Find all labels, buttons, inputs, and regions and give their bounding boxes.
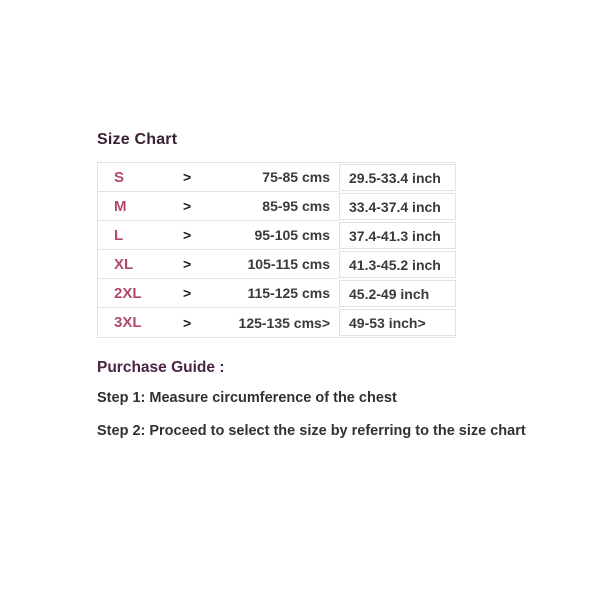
size-table-row-left [98, 163, 339, 192]
size-table-row [98, 221, 456, 250]
inch-value: 49-53 inch> [339, 309, 456, 336]
size-label: 3XL [114, 314, 142, 331]
size-table [97, 162, 456, 338]
cms-value: 95-105 cms [254, 227, 330, 243]
size-label: 2XL [114, 284, 142, 302]
inch-value: 45.2-49 inch [339, 280, 456, 307]
inch-value: 29.5-33.4 inch [339, 164, 456, 191]
cms-value: 125-135 cms> [238, 314, 330, 331]
size-table-row [98, 279, 456, 308]
size-table-row [98, 192, 456, 221]
size-table-row-left [98, 308, 339, 337]
size-label: XL [114, 255, 134, 273]
size-label: S [114, 168, 125, 186]
cms-value: 75-85 cms [262, 169, 330, 185]
size-table-row [98, 163, 456, 192]
size-table-row-left [98, 192, 339, 221]
chevron-right-icon: > [183, 169, 192, 185]
size-chart-title: Size Chart [97, 131, 178, 148]
chevron-right-icon: > [183, 285, 192, 301]
inch-value: 33.4-37.4 inch [339, 193, 456, 220]
chevron-right-icon: > [183, 314, 192, 331]
size-table-row [98, 308, 456, 337]
purchase-guide-title: Purchase Guide : [97, 359, 225, 376]
inch-value: 37.4-41.3 inch [339, 222, 456, 249]
size-table-row-left [98, 250, 339, 279]
cms-value: 85-95 cms [262, 198, 330, 214]
chevron-right-icon: > [183, 256, 192, 272]
size-table-row-left [98, 221, 339, 250]
chevron-right-icon: > [183, 198, 192, 214]
cms-value: 105-115 cms [247, 256, 330, 272]
purchase-guide-step-1: Step 1: Measure circumference of the chest [97, 390, 397, 406]
size-table-row-left [98, 279, 339, 308]
size-label: M [114, 197, 127, 215]
inch-value: 41.3-45.2 inch [339, 251, 456, 278]
cms-value: 115-125 cms [247, 285, 330, 301]
size-label: L [114, 226, 124, 244]
size-chart-panel [97, 131, 557, 439]
size-table-row [98, 250, 456, 279]
purchase-guide-step-2: Step 2: Proceed to select the size by referring to the size chart [97, 423, 526, 439]
chevron-right-icon: > [183, 227, 192, 243]
